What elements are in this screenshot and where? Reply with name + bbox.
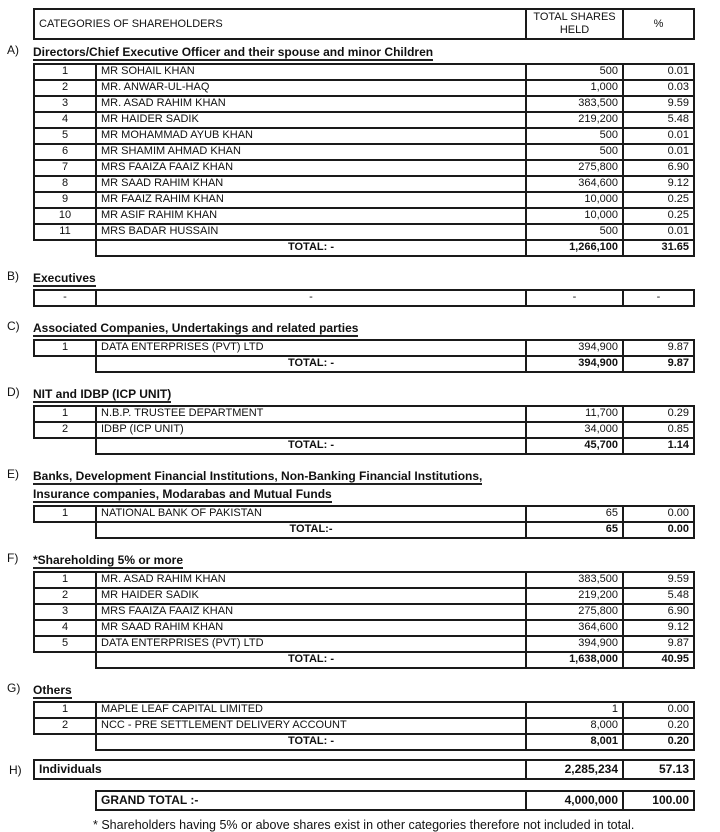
shareholder-name: MR HAIDER SADIK [95,113,525,127]
shares-held: 219,200 [525,589,622,603]
shares-held: 383,500 [525,97,622,111]
table-row [33,207,695,225]
shareholder-name: MR FAAIZ RAHIM KHAN [95,193,525,207]
individuals-shares: 2,285,234 [525,761,622,778]
total-row [95,437,695,455]
footnote: * Shareholders having 5% or above shares exist in other categories therefore not included in total. [93,818,635,832]
grand-total-percentage: 100.00 [622,792,693,809]
section-letter: B) [7,269,19,283]
section-letter: E) [7,467,19,481]
shareholder-name: DATA ENTERPRISES (PVT) LTD [95,637,525,651]
shares-held: 65 [525,507,622,521]
row-number: 3 [61,605,69,617]
row-number: 8 [61,177,69,189]
section-letter: C) [7,319,20,333]
individuals-label: Individuals [39,762,102,776]
table-row [33,127,695,145]
percentage: 9.12 [622,621,693,635]
table-row [33,339,695,357]
percentage: 9.12 [622,177,693,191]
total-label: TOTAL: - [287,439,335,451]
shareholder-name: - [95,291,525,305]
section-heading [7,681,720,699]
total-row [95,651,695,669]
shares-held: 500 [525,225,622,239]
total-percentage: 40.95 [622,653,693,667]
percentage: 0.25 [622,193,693,207]
total-label: TOTAL:- [289,523,333,535]
table-row [33,405,695,423]
row-number: 2 [61,589,69,601]
row-number: 11 [59,225,71,237]
percentage: 0.00 [622,703,693,717]
section-letter: F) [7,551,19,565]
section-title: Executives [33,271,96,285]
shares-held: 11,700 [525,407,622,421]
shares-held: 394,900 [525,341,622,355]
total-label: TOTAL: - [287,357,335,369]
row-number: 4 [61,113,69,125]
total-row [95,733,695,751]
section-table [33,339,720,373]
percentage: 0.00 [622,507,693,521]
total-row [95,355,695,373]
shareholder-name: NCC - PRE SETTLEMENT DELIVERY ACCOUNT [95,719,525,733]
shareholder-name: MRS BADAR HUSSAIN [95,225,525,239]
section-letter: G) [7,681,21,695]
shareholder-name: MR. ANWAR-UL-HAQ [95,81,525,95]
section-heading [7,43,720,61]
total-shares: 1,638,000 [525,653,622,667]
total-percentage: 9.87 [622,357,693,371]
shares-held: 364,600 [525,177,622,191]
percentage: 0.01 [622,129,693,143]
row-number: 1 [61,507,69,519]
table-row [33,223,695,241]
shareholder-name: MRS FAAIZA FAAIZ KHAN [95,605,525,619]
shareholder-name: MR ASIF RAHIM KHAN [95,209,525,223]
shareholder-name: MR HAIDER SADIK [95,589,525,603]
shares-held: 275,800 [525,605,622,619]
section-shareholding-5pct [7,551,720,669]
table-row [33,701,695,719]
total-label: TOTAL: - [287,241,335,253]
total-row [95,521,695,539]
table-row [33,635,695,653]
total-row [95,239,695,257]
shares-held: 275,800 [525,161,622,175]
table-row [33,79,695,97]
section-title-line1: Banks, Development Financial Institutions, Non-Banking Financial Institutions, [33,469,483,483]
shares-held: 8,000 [525,719,622,733]
individuals-row [9,759,695,780]
section-letter: A) [7,43,19,57]
header-total-shares-held: TOTAL SHARES HELD [525,10,622,38]
row-number: 10 [58,209,72,221]
row-number: 6 [61,145,69,157]
table-row [33,619,695,637]
header-categories: CATEGORIES OF SHAREHOLDERS [39,17,223,30]
shares-held: 394,900 [525,637,622,651]
shareholder-name: MR SHAMIM AHMAD KHAN [95,145,525,159]
header-percent: % [622,10,693,38]
percentage: 9.87 [622,637,693,651]
percentage: 9.59 [622,573,693,587]
percentage: 0.03 [622,81,693,95]
section-heading [7,385,720,403]
section-letter: H) [9,763,22,777]
section-table [33,289,720,307]
row-number: 7 [61,161,69,173]
section-banks-institutions [7,467,720,539]
row-number: 5 [61,129,69,141]
section-title: Associated Companies, Undertakings and related parties [33,321,359,335]
table-row [33,571,695,589]
table-row [33,159,695,177]
section-title: Directors/Chief Executive Officer and their spouse and minor Children [33,45,434,59]
section-table [33,405,720,455]
table-row [33,421,695,439]
percentage: 9.59 [622,97,693,111]
shares-held: 364,600 [525,621,622,635]
section-nit-idbp [7,385,720,455]
percentage: 0.01 [622,145,693,159]
row-number: 2 [61,423,69,435]
percentage: 0.01 [622,65,693,79]
section-table [33,505,720,539]
shareholder-name: MR SAAD RAHIM KHAN [95,177,525,191]
section-title-line2: Insurance companies, Modarabas and Mutual Funds [33,487,332,501]
total-shares: 65 [525,523,622,537]
shares-held: 1 [525,703,622,717]
shareholder-name: MAPLE LEAF CAPITAL LIMITED [95,703,525,717]
shares-held: 10,000 [525,193,622,207]
table-row [33,505,695,523]
row-number: 5 [61,637,69,649]
section-heading [7,467,720,503]
section-title: NIT and IDBP (ICP UNIT) [33,387,172,401]
row-number: 1 [61,573,69,585]
percentage: 6.90 [622,605,693,619]
table-row [33,63,695,81]
row-number: - [63,291,67,303]
total-percentage: 1.14 [622,439,693,453]
shareholder-name: MRS FAAIZA FAAIZ KHAN [95,161,525,175]
section-executives [7,269,720,307]
shares-held: 500 [525,145,622,159]
shares-held: - [525,291,622,305]
table-row [33,95,695,113]
row-number: 1 [61,407,69,419]
table-row [33,191,695,209]
percentage: 9.87 [622,341,693,355]
shares-held: 500 [525,129,622,143]
section-title: *Shareholding 5% or more [33,553,184,567]
table-row [33,111,695,129]
section-directors [7,43,720,257]
grand-total-row [95,790,695,811]
total-shares: 394,900 [525,357,622,371]
row-number: 1 [61,65,69,77]
section-associated-companies [7,319,720,373]
shares-held: 10,000 [525,209,622,223]
section-heading [7,269,720,287]
shareholder-name: IDBP (ICP UNIT) [95,423,525,437]
table-row [33,289,695,307]
section-title: Others [33,683,72,697]
section-letter: D) [7,385,20,399]
row-number: 1 [61,341,69,353]
total-label: TOTAL: - [287,735,335,747]
table-row [33,587,695,605]
shares-held: 383,500 [525,573,622,587]
shareholder-name: NATIONAL BANK OF PAKISTAN [95,507,525,521]
grand-total-label: GRAND TOTAL :- [101,793,199,807]
row-number: 2 [61,81,69,93]
table-row [33,717,695,735]
shares-held: 219,200 [525,113,622,127]
percentage: 0.85 [622,423,693,437]
total-percentage: 0.20 [622,735,693,749]
percentage: 0.25 [622,209,693,223]
total-shares: 8,001 [525,735,622,749]
table-row [33,175,695,193]
section-table [33,63,720,257]
percentage: 0.01 [622,225,693,239]
row-number: 3 [61,97,69,109]
shareholder-name: MR. ASAD RAHIM KHAN [95,97,525,111]
section-heading [7,551,720,569]
total-shares: 1,266,100 [525,241,622,255]
table-row [33,143,695,161]
shareholder-name: MR SAAD RAHIM KHAN [95,621,525,635]
percentage: 5.48 [622,589,693,603]
grand-total-shares: 4,000,000 [525,792,622,809]
row-number: 4 [61,621,69,633]
shareholder-name: DATA ENTERPRISES (PVT) LTD [95,341,525,355]
individuals-percentage: 57.13 [622,761,693,778]
percentage: 0.20 [622,719,693,733]
shares-held: 34,000 [525,423,622,437]
shareholder-name: MR. ASAD RAHIM KHAN [95,573,525,587]
shares-held: 1,000 [525,81,622,95]
table-header-row [33,8,695,40]
section-table [33,701,720,751]
percentage: 5.48 [622,113,693,127]
row-number: 1 [61,703,69,715]
percentage: - [622,291,693,305]
shares-held: 500 [525,65,622,79]
shareholder-name: MR SOHAIL KHAN [95,65,525,79]
total-percentage: 0.00 [622,523,693,537]
total-percentage: 31.65 [622,241,693,255]
total-shares: 45,700 [525,439,622,453]
total-label: TOTAL: - [287,653,335,665]
percentage: 6.90 [622,161,693,175]
section-table [33,571,720,669]
row-number: 2 [61,719,69,731]
shareholder-name: MR MOHAMMAD AYUB KHAN [95,129,525,143]
row-number: 9 [61,193,69,205]
percentage: 0.29 [622,407,693,421]
shareholder-name: N.B.P. TRUSTEE DEPARTMENT [95,407,525,421]
section-heading [7,319,720,337]
table-row [33,603,695,621]
section-others [7,681,720,751]
